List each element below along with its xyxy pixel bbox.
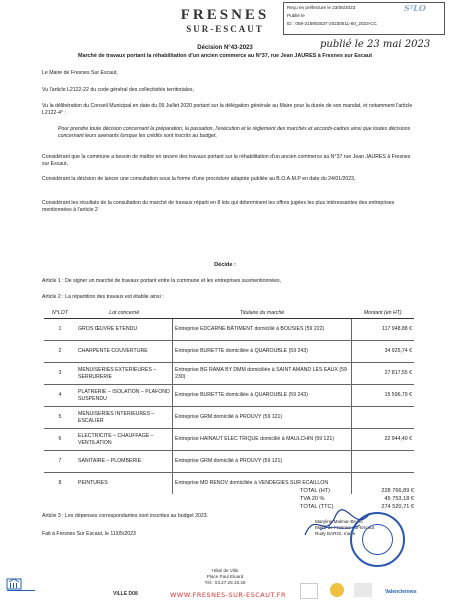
signature-scribble-icon bbox=[300, 505, 380, 545]
town-logo-sub: SUR-ESCAUT bbox=[186, 24, 264, 34]
table-row bbox=[44, 341, 414, 363]
partner-logo-icon bbox=[330, 583, 344, 597]
lot-holder: Entreprise BURETTE domiciliée à QUAROUBLE (59 243) bbox=[173, 341, 352, 363]
lot-holder: Entreprise BURETTE domiciliée à QUAROUBLE (59 243) bbox=[173, 385, 352, 407]
table-header-row bbox=[44, 309, 414, 319]
lot-number: 4 bbox=[44, 385, 76, 407]
paragraph-3: Considérant que la commune a besoin de maître en œuvre des travaux portant sur la réhabilitation d'un ancien commerce au N°37 rue Jean JAURES à Fresnes sur Escaut, bbox=[42, 154, 411, 167]
footer-line: Place Paul Eluard bbox=[206, 573, 244, 579]
total-ht-row bbox=[300, 488, 414, 496]
col-header-amount: Montant (en HT) bbox=[352, 309, 415, 319]
decide-heading: Décide : bbox=[214, 262, 236, 268]
lots-table bbox=[44, 309, 414, 494]
lot-holder: Entreprise HAINAUT ELEC TRIQUE domicilié à MAULCHIN (59 121) bbox=[173, 429, 352, 451]
signature-line: Rudy BARGI, maire bbox=[315, 530, 356, 536]
table-row bbox=[44, 363, 414, 385]
footer-address bbox=[0, 568, 450, 586]
lot-name: GROS ŒUVRE ETENDU bbox=[76, 319, 173, 341]
paragraph-1: Vu l'article L2122-22 du code général des collectivités territoriales, bbox=[42, 87, 194, 93]
lot-name: CHARPENTE COUVERTURE bbox=[76, 341, 173, 363]
lot-amount: 27 817,55 € bbox=[352, 363, 415, 385]
paragraph-2: Vu la délibération du Conseil Municipal en date du 09 Juillet 2020 portant sur la délégation générale au Maire pour la durée de son mandat, et notamment l'article L2122-4° : bbox=[42, 103, 413, 116]
lot-number: 3 bbox=[44, 363, 76, 385]
paragraph-5: Considérant les résultats de la consultation du marché de travaux réparti en 8 lots qui déterminent les offres jugées les plus intéressantes des entreprises mentionnées à l'article 2 bbox=[42, 200, 395, 213]
website-link[interactable]: WWW.FRESNES-SUR-ESCAUT.FR bbox=[170, 591, 287, 599]
total-label: TOTAL (TTC) bbox=[300, 504, 334, 510]
lot-amount: 22 944,40 € bbox=[352, 429, 415, 451]
footer-line: Hôtel de Ville bbox=[211, 568, 239, 573]
lot-name: PEINTURES bbox=[76, 473, 173, 495]
lot-holder: Entreprise MD RENOV domiciliée à VENDEGIES SUR ECAILLON bbox=[173, 473, 352, 495]
valenciennes-logo: Valenciennes bbox=[385, 589, 417, 595]
lot-name: MENUISERIES EXTERIEURES – SERRURERIE bbox=[76, 363, 173, 385]
published-handwritten-note: publié le 23 mai 2023 bbox=[320, 39, 431, 50]
table-row bbox=[44, 319, 414, 341]
tva-row bbox=[300, 496, 414, 504]
lot-amount: 117 948,88 € bbox=[352, 319, 415, 341]
lot-amount: 34 925,74 € bbox=[352, 341, 415, 363]
lot-number: 5 bbox=[44, 407, 76, 429]
table-row bbox=[44, 407, 414, 429]
stamp-line: Reçu en préfecture le 23/05/2023 bbox=[287, 5, 356, 10]
lot-amount bbox=[352, 407, 415, 429]
lot-amount: 15 596,79 € bbox=[352, 385, 415, 407]
article-3: Article 3 : Les dépenses correspondantes sont inscrites au budget 2023. bbox=[42, 513, 209, 519]
signature-line: Maire de Fresnes-sur-Escaut bbox=[315, 524, 375, 530]
article-2: Article 2 : La répartition des travaux est établie ainsi : bbox=[42, 294, 164, 300]
table-row bbox=[44, 429, 414, 451]
partner-logo-icon bbox=[354, 583, 372, 597]
done-at: Fait à Fresnes Sur Escaut, le 11/05/2023 bbox=[42, 531, 136, 537]
total-value: 45 753,18 € bbox=[384, 496, 414, 502]
footer-line: Tél.: 03.27.28.16.28 bbox=[204, 579, 246, 585]
total-value: 228 766,89 € bbox=[381, 488, 414, 494]
slo-mark: S²LO bbox=[404, 3, 426, 13]
lot-number: 2 bbox=[44, 341, 76, 363]
ville-label: VILLE D08 bbox=[113, 591, 138, 597]
signature-line: Maryline Malmar-Bruno bbox=[315, 519, 363, 524]
lot-amount bbox=[352, 451, 415, 473]
paragraph-4: Considérant la décision de lancer une consultation sous la forme d'une procédure adaptée publiée au B.O.A.M.P en date du 24/01/2023, bbox=[42, 176, 356, 182]
decision-number: Décision N°43-2023 bbox=[197, 45, 253, 51]
article-1: Article 1 : De signer un marché de travaux portant entre la commune et les entreprises susmentionnées, bbox=[42, 278, 282, 284]
table-row bbox=[44, 385, 414, 407]
bullet-paragraph: Pour prendre toute décision concernant la préparation, la passation, l'exécution et le règlement des marchés et accords-cadres ainsi que toutes décisions concernant leurs avenants lorsque les crédits sont inscrits au budget, bbox=[58, 126, 411, 139]
lot-name: SANITAIRE – PLOMBERIE bbox=[76, 451, 173, 473]
total-value: 274 520,71 € bbox=[381, 504, 414, 510]
lot-holder: Entreprise EDCARNE BÂTIMENT domicilié à BOUSIES (59 222) bbox=[173, 319, 352, 341]
total-label: TVA 20 % bbox=[300, 496, 325, 502]
decision-subject: Marché de travaux portant la réhabilitation d'un ancien commerce au N°37, rue Jean JAURES à Fresnes sur Escaut bbox=[77, 53, 373, 59]
lot-holder: Entreprise GRM domicilié à PROUVY (59 121) bbox=[173, 451, 352, 473]
lot-number: 1 bbox=[44, 319, 76, 341]
lot-name: MENUISERIES INTERIEURES – ESCALIER bbox=[76, 407, 173, 429]
col-header-lot-number: N°LOT bbox=[44, 309, 76, 319]
lot-number: 8 bbox=[44, 473, 76, 495]
lot-holder: Entreprise BG RAMA BY DMM domiciliée à SAINT AMAND LES EAUX (59 230) bbox=[173, 363, 352, 385]
unesco-logo-icon bbox=[6, 578, 36, 594]
lot-name: PLATRERIE – ISOLATION – PLAFOND SUSPENDU bbox=[76, 385, 173, 407]
intro: Le Maire de Fresnes Sur Escaut, bbox=[42, 70, 118, 76]
partner-logo-icon bbox=[300, 583, 318, 599]
town-logo: FRESNES bbox=[180, 7, 270, 23]
table-row bbox=[44, 451, 414, 473]
col-header-lot: Lot concerné bbox=[76, 309, 173, 319]
stamp-line: ID : 059-215902537-20230511-60_2023-CC bbox=[287, 21, 377, 26]
lot-number: 6 bbox=[44, 429, 76, 451]
stamp-line: Publié le bbox=[287, 13, 305, 18]
total-label: TOTAL (HT) bbox=[300, 488, 331, 494]
lot-name: ELECTRICITE – CHAUFFAGE – VENTILATION bbox=[76, 429, 173, 451]
col-header-holder: Titulaire du marché bbox=[173, 309, 352, 319]
lot-holder: Entreprise GRM domicilié à PROUVY (59 121) bbox=[173, 407, 352, 429]
lot-number: 7 bbox=[44, 451, 76, 473]
